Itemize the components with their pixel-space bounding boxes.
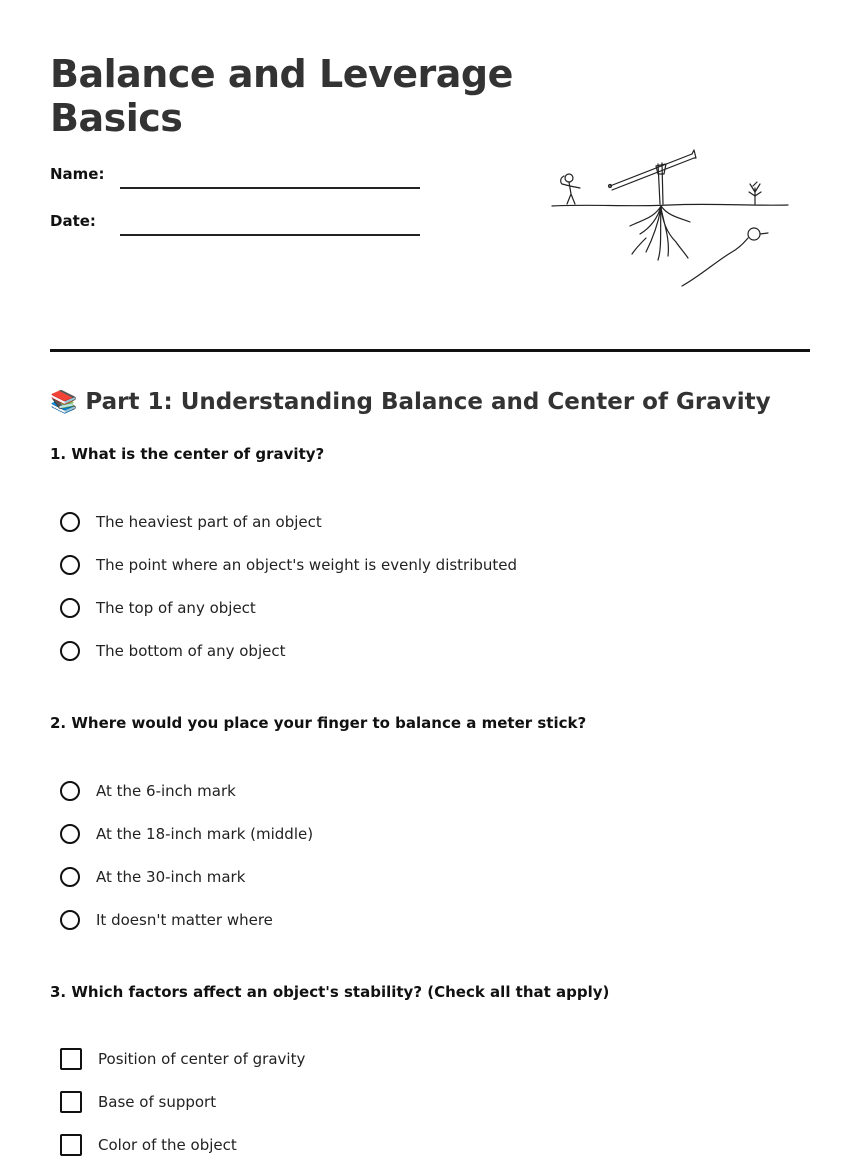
q3-option-1[interactable] <box>60 1046 305 1072</box>
q1-option-4[interactable] <box>60 638 285 664</box>
radio-button[interactable] <box>60 641 80 661</box>
option-label: Base of support <box>98 1093 217 1111</box>
radio-button[interactable] <box>60 781 80 801</box>
name-line[interactable] <box>120 187 420 189</box>
q2-option-1[interactable] <box>60 778 236 804</box>
option-label: At the 18-inch mark (middle) <box>96 825 314 843</box>
option-label: Position of center of gravity <box>98 1050 306 1068</box>
question-2: 2. Where would you place your finger to balance a meter stick? <box>50 714 587 732</box>
date-line[interactable] <box>120 234 420 236</box>
option-label: It doesn't matter where <box>96 911 273 929</box>
books-icon: 📚 <box>50 390 78 415</box>
checkbox[interactable] <box>60 1048 82 1070</box>
question-1: 1. What is the center of gravity? <box>50 445 325 463</box>
option-label: The bottom of any object <box>96 642 286 660</box>
title-line-1: Balance and Leverage <box>50 52 513 96</box>
title-line-2: Basics <box>50 96 183 140</box>
question-3: 3. Which factors affect an object's stability? (Check all that apply) <box>50 983 610 1001</box>
q1-option-3[interactable] <box>60 595 256 621</box>
option-label: At the 6-inch mark <box>96 782 236 800</box>
header-divider <box>50 349 810 352</box>
radio-button[interactable] <box>60 512 80 532</box>
q1-option-1[interactable] <box>60 509 322 535</box>
option-label: The heaviest part of an object <box>96 513 322 531</box>
name-label: Name: <box>50 165 105 183</box>
radio-button[interactable] <box>60 824 80 844</box>
section-1-heading <box>50 389 771 415</box>
worksheet-title <box>50 52 513 140</box>
checkbox[interactable] <box>60 1091 82 1113</box>
q2-option-4[interactable] <box>60 907 273 933</box>
option-label: The top of any object <box>96 599 256 617</box>
radio-button[interactable] <box>60 867 80 887</box>
section-1-title: Part 1: Understanding Balance and Center of Gravity <box>85 389 771 415</box>
q2-option-2[interactable] <box>60 821 313 847</box>
q3-option-2[interactable] <box>60 1089 216 1115</box>
radio-button[interactable] <box>60 598 80 618</box>
date-label: Date: <box>50 212 96 230</box>
q2-option-3[interactable] <box>60 864 245 890</box>
option-label: At the 30-inch mark <box>96 868 246 886</box>
option-label: Color of the object <box>98 1136 237 1154</box>
radio-button[interactable] <box>60 555 80 575</box>
lever-sketch-illustration <box>550 148 790 293</box>
radio-button[interactable] <box>60 910 80 930</box>
option-label: The point where an object's weight is evenly distributed <box>96 556 518 574</box>
checkbox[interactable] <box>60 1134 82 1156</box>
q3-option-3[interactable] <box>60 1132 237 1158</box>
q1-option-2[interactable] <box>60 552 517 578</box>
